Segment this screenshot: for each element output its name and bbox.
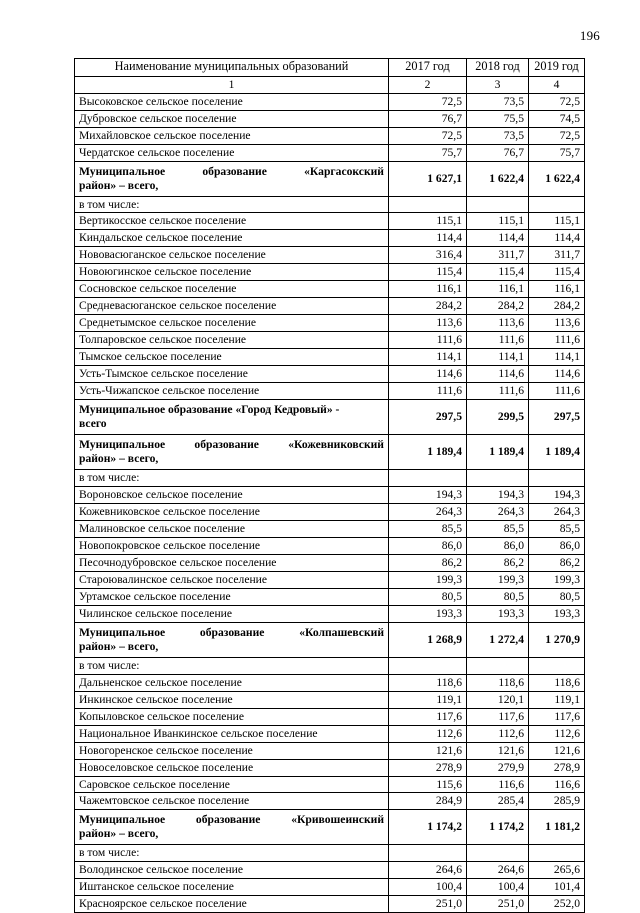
row-value-2019: 114,6 — [529, 366, 585, 383]
row-value-2017: 199,3 — [389, 571, 467, 588]
row-name-line-1: Муниципальное образование «Город Кедровый» - — [79, 403, 340, 417]
row-value-2018: 279,9 — [467, 759, 529, 776]
row-name: Володинское сельское поселение — [75, 862, 389, 879]
row-value-2017: 85,5 — [389, 520, 467, 537]
table-row — [75, 896, 585, 913]
row-name: Вороновское сельское поселение — [75, 486, 389, 503]
row-value-2019: 194,3 — [529, 486, 585, 503]
colnum-2019: 4 — [529, 76, 585, 93]
row-value-2018: 284,2 — [467, 298, 529, 315]
row-value-2019 — [529, 657, 585, 674]
row-value-2018: 264,6 — [467, 862, 529, 879]
table-row — [75, 213, 585, 230]
row-name-line-1: Муниципальное образование «Кривошеинский — [79, 813, 384, 827]
row-value-2017: 114,4 — [389, 230, 467, 247]
row-name-line-1: Муниципальное образование «Колпашевский — [79, 625, 384, 639]
row-name — [75, 810, 389, 845]
row-value-2018: 115,1 — [467, 213, 529, 230]
table-row — [75, 144, 585, 161]
table-row — [75, 281, 585, 298]
row-value-2017: 111,6 — [389, 383, 467, 400]
row-value-2018: 111,6 — [467, 383, 529, 400]
row-value-2017 — [389, 657, 467, 674]
row-name-line-2: всего — [79, 417, 107, 431]
row-value-2017: 112,6 — [389, 725, 467, 742]
row-included-label: в том числе: — [75, 469, 389, 486]
table-column-number-row — [75, 76, 585, 93]
table-row — [75, 503, 585, 520]
row-value-2019: 114,1 — [529, 349, 585, 366]
row-value-2017: 114,1 — [389, 349, 467, 366]
row-name: Высоковское сельское поселение — [75, 93, 389, 110]
row-name: Малиновское сельское поселение — [75, 520, 389, 537]
row-value-2019: 101,4 — [529, 879, 585, 896]
row-name-line-2: район» – всего, — [79, 452, 159, 466]
table-row-total — [75, 810, 585, 845]
row-value-2017: 100,4 — [389, 879, 467, 896]
row-name: Дубровское сельское поселение — [75, 110, 389, 127]
row-value-2019: 1 270,9 — [529, 622, 585, 657]
row-value-2018: 193,3 — [467, 605, 529, 622]
table-row-total — [75, 435, 585, 470]
row-value-2018: 1 189,4 — [467, 435, 529, 470]
row-value-2017 — [389, 196, 467, 213]
row-value-2018 — [467, 196, 529, 213]
row-value-2019: 111,6 — [529, 383, 585, 400]
table-row-included-label — [75, 469, 585, 486]
row-value-2019: 119,1 — [529, 691, 585, 708]
table-head — [75, 59, 585, 94]
table-row — [75, 127, 585, 144]
row-value-2019: 193,3 — [529, 605, 585, 622]
row-name: Уртамское сельское поселение — [75, 588, 389, 605]
table-row — [75, 862, 585, 879]
row-name: Копыловское сельское поселение — [75, 708, 389, 725]
header-year-2019: 2019 год — [529, 59, 585, 77]
row-value-2017: 116,1 — [389, 281, 467, 298]
table-header-row — [75, 59, 585, 77]
row-value-2017: 284,2 — [389, 298, 467, 315]
row-value-2017: 117,6 — [389, 708, 467, 725]
row-value-2017: 264,6 — [389, 862, 467, 879]
table-row — [75, 708, 585, 725]
row-name: Чердатское сельское поселение — [75, 144, 389, 161]
row-value-2017: 193,3 — [389, 605, 467, 622]
table-row — [75, 588, 585, 605]
table-row-included-label — [75, 845, 585, 862]
row-value-2018: 111,6 — [467, 332, 529, 349]
row-value-2019 — [529, 196, 585, 213]
page-number: 196 — [579, 28, 600, 43]
row-value-2017: 86,2 — [389, 554, 467, 571]
row-value-2018: 1 622,4 — [467, 161, 529, 196]
row-value-2019: 114,4 — [529, 230, 585, 247]
row-value-2019: 86,0 — [529, 537, 585, 554]
row-name — [75, 622, 389, 657]
row-value-2019: 117,6 — [529, 708, 585, 725]
row-name: Михайловское сельское поселение — [75, 127, 389, 144]
colnum-name: 1 — [75, 76, 389, 93]
row-value-2018: 73,5 — [467, 127, 529, 144]
row-value-2018: 114,4 — [467, 230, 529, 247]
row-value-2018: 251,0 — [467, 896, 529, 913]
row-value-2019: 252,0 — [529, 896, 585, 913]
header-year-2017: 2017 год — [389, 59, 467, 77]
municipal-budget-table — [74, 58, 585, 913]
table-row — [75, 230, 585, 247]
row-name: Староювалинское сельское поселение — [75, 571, 389, 588]
row-name: Чажемтовское сельское поселение — [75, 793, 389, 810]
row-value-2017: 194,3 — [389, 486, 467, 503]
row-name: Песочнодубровское сельское поселение — [75, 554, 389, 571]
row-value-2018: 194,3 — [467, 486, 529, 503]
header-name: Наименование муниципальных образований — [75, 59, 389, 77]
row-name: Дальненское сельское поселение — [75, 674, 389, 691]
row-name: Саровское сельское поселение — [75, 776, 389, 793]
row-value-2018 — [467, 469, 529, 486]
table-body — [75, 93, 585, 912]
row-value-2017: 1 189,4 — [389, 435, 467, 470]
colnum-2018: 3 — [467, 76, 529, 93]
table-row — [75, 605, 585, 622]
row-value-2018: 311,7 — [467, 247, 529, 264]
header-year-2018: 2018 год — [467, 59, 529, 77]
row-value-2017: 316,4 — [389, 247, 467, 264]
table-row — [75, 554, 585, 571]
row-value-2017: 115,4 — [389, 264, 467, 281]
table-row — [75, 247, 585, 264]
row-value-2018: 116,6 — [467, 776, 529, 793]
row-value-2019 — [529, 469, 585, 486]
row-value-2019: 311,7 — [529, 247, 585, 264]
row-value-2019: 118,6 — [529, 674, 585, 691]
row-value-2017 — [389, 845, 467, 862]
row-value-2019: 116,1 — [529, 281, 585, 298]
row-value-2018: 113,6 — [467, 315, 529, 332]
row-name-line-1: Муниципальное образование «Каргасокский — [79, 164, 384, 178]
row-value-2017: 121,6 — [389, 742, 467, 759]
row-value-2017: 114,6 — [389, 366, 467, 383]
row-value-2019: 74,5 — [529, 110, 585, 127]
row-value-2017: 278,9 — [389, 759, 467, 776]
table-row — [75, 520, 585, 537]
row-name: Средневасюганское сельское поселение — [75, 298, 389, 315]
row-value-2019: 72,5 — [529, 127, 585, 144]
table-row — [75, 486, 585, 503]
row-value-2017: 1 627,1 — [389, 161, 467, 196]
row-value-2018: 76,7 — [467, 144, 529, 161]
row-value-2017: 264,3 — [389, 503, 467, 520]
row-value-2018: 86,0 — [467, 537, 529, 554]
table-row — [75, 571, 585, 588]
row-name — [75, 435, 389, 470]
row-value-2017: 115,6 — [389, 776, 467, 793]
row-name: Вертикосское сельское поселение — [75, 213, 389, 230]
row-value-2018 — [467, 657, 529, 674]
row-value-2017: 297,5 — [389, 400, 467, 435]
row-value-2017: 76,7 — [389, 110, 467, 127]
row-value-2019: 278,9 — [529, 759, 585, 776]
row-value-2019: 121,6 — [529, 742, 585, 759]
row-value-2019: 115,1 — [529, 213, 585, 230]
row-value-2017: 251,0 — [389, 896, 467, 913]
row-value-2019: 1 181,2 — [529, 810, 585, 845]
row-value-2017: 115,1 — [389, 213, 467, 230]
row-name: Киндальское сельское поселение — [75, 230, 389, 247]
row-name — [75, 161, 389, 196]
table-row-included-label — [75, 196, 585, 213]
row-name: Нововасюганское сельское поселение — [75, 247, 389, 264]
row-name: Среднетымское сельское поселение — [75, 315, 389, 332]
row-value-2017: 113,6 — [389, 315, 467, 332]
row-name — [75, 400, 389, 435]
row-value-2017: 119,1 — [389, 691, 467, 708]
row-value-2018: 1 174,2 — [467, 810, 529, 845]
row-value-2019 — [529, 845, 585, 862]
row-value-2018: 117,6 — [467, 708, 529, 725]
row-name: Новоюгинское сельское поселение — [75, 264, 389, 281]
row-name: Тымское сельское поселение — [75, 349, 389, 366]
row-value-2019: 264,3 — [529, 503, 585, 520]
row-included-label: в том числе: — [75, 657, 389, 674]
table-row — [75, 93, 585, 110]
row-value-2018: 114,1 — [467, 349, 529, 366]
table-row — [75, 674, 585, 691]
row-name: Национальное Иванкинское сельское поселение — [75, 725, 389, 742]
row-name: Толпаровское сельское поселение — [75, 332, 389, 349]
table-row — [75, 793, 585, 810]
table-row — [75, 366, 585, 383]
table-row-total — [75, 400, 585, 435]
table-row-total — [75, 622, 585, 657]
budget-table-wrapper — [74, 58, 584, 913]
row-value-2018: 80,5 — [467, 588, 529, 605]
row-value-2019: 199,3 — [529, 571, 585, 588]
row-name-line-2: район» – всего, — [79, 639, 159, 653]
table-row-included-label — [75, 657, 585, 674]
row-value-2019: 75,7 — [529, 144, 585, 161]
table-row — [75, 332, 585, 349]
table-row-total — [75, 161, 585, 196]
table-row — [75, 315, 585, 332]
row-value-2018: 112,6 — [467, 725, 529, 742]
row-name: Кожевниковское сельское поселение — [75, 503, 389, 520]
row-value-2018: 73,5 — [467, 93, 529, 110]
row-value-2019: 72,5 — [529, 93, 585, 110]
row-value-2018: 199,3 — [467, 571, 529, 588]
table-row — [75, 776, 585, 793]
colnum-2017: 2 — [389, 76, 467, 93]
row-value-2018: 86,2 — [467, 554, 529, 571]
row-value-2019: 1 189,4 — [529, 435, 585, 470]
row-value-2018: 85,5 — [467, 520, 529, 537]
row-value-2017: 1 268,9 — [389, 622, 467, 657]
row-value-2018: 1 272,4 — [467, 622, 529, 657]
row-value-2018: 115,4 — [467, 264, 529, 281]
table-row — [75, 691, 585, 708]
row-value-2019: 1 622,4 — [529, 161, 585, 196]
row-value-2017: 284,9 — [389, 793, 467, 810]
row-value-2018: 285,4 — [467, 793, 529, 810]
row-value-2019: 116,6 — [529, 776, 585, 793]
table-row — [75, 349, 585, 366]
row-value-2018: 121,6 — [467, 742, 529, 759]
row-value-2019: 115,4 — [529, 264, 585, 281]
row-name: Сосновское сельское поселение — [75, 281, 389, 298]
row-name: Иштанское сельское поселение — [75, 879, 389, 896]
row-value-2019: 80,5 — [529, 588, 585, 605]
row-value-2017: 1 174,2 — [389, 810, 467, 845]
row-value-2019: 111,6 — [529, 332, 585, 349]
row-name: Усть-Тымское сельское поселение — [75, 366, 389, 383]
row-included-label: в том числе: — [75, 845, 389, 862]
row-value-2019: 265,6 — [529, 862, 585, 879]
row-value-2019: 113,6 — [529, 315, 585, 332]
row-included-label: в том числе: — [75, 196, 389, 213]
row-value-2018: 100,4 — [467, 879, 529, 896]
row-name: Чилинское сельское поселение — [75, 605, 389, 622]
row-value-2019: 297,5 — [529, 400, 585, 435]
row-value-2017: 118,6 — [389, 674, 467, 691]
row-name-line-2: район» – всего, — [79, 827, 159, 841]
row-value-2017 — [389, 469, 467, 486]
table-row — [75, 759, 585, 776]
table-row — [75, 110, 585, 127]
table-row — [75, 725, 585, 742]
row-value-2019: 85,5 — [529, 520, 585, 537]
row-name: Красноярское сельское поселение — [75, 896, 389, 913]
table-row — [75, 879, 585, 896]
row-name: Инкинское сельское поселение — [75, 691, 389, 708]
row-name-line-1: Муниципальное образование «Кожевниковский — [79, 438, 384, 452]
table-row — [75, 298, 585, 315]
table-row — [75, 537, 585, 554]
row-value-2019: 284,2 — [529, 298, 585, 315]
table-row — [75, 742, 585, 759]
row-value-2019: 285,9 — [529, 793, 585, 810]
row-value-2018: 114,6 — [467, 366, 529, 383]
row-value-2018: 299,5 — [467, 400, 529, 435]
row-name-line-2: район» – всего, — [79, 178, 159, 192]
row-value-2018 — [467, 845, 529, 862]
row-value-2018: 116,1 — [467, 281, 529, 298]
row-value-2017: 75,7 — [389, 144, 467, 161]
row-value-2018: 120,1 — [467, 691, 529, 708]
row-value-2018: 75,5 — [467, 110, 529, 127]
row-value-2017: 111,6 — [389, 332, 467, 349]
row-value-2017: 72,5 — [389, 127, 467, 144]
row-name: Новогоренское сельское поселение — [75, 742, 389, 759]
row-name: Усть-Чижапское сельское поселение — [75, 383, 389, 400]
row-value-2019: 86,2 — [529, 554, 585, 571]
row-value-2018: 264,3 — [467, 503, 529, 520]
row-name: Новоселовское сельское поселение — [75, 759, 389, 776]
table-row — [75, 383, 585, 400]
row-name: Новопокровское сельское поселение — [75, 537, 389, 554]
row-value-2017: 72,5 — [389, 93, 467, 110]
row-value-2017: 86,0 — [389, 537, 467, 554]
row-value-2019: 112,6 — [529, 725, 585, 742]
row-value-2017: 80,5 — [389, 588, 467, 605]
row-value-2018: 118,6 — [467, 674, 529, 691]
table-row — [75, 264, 585, 281]
